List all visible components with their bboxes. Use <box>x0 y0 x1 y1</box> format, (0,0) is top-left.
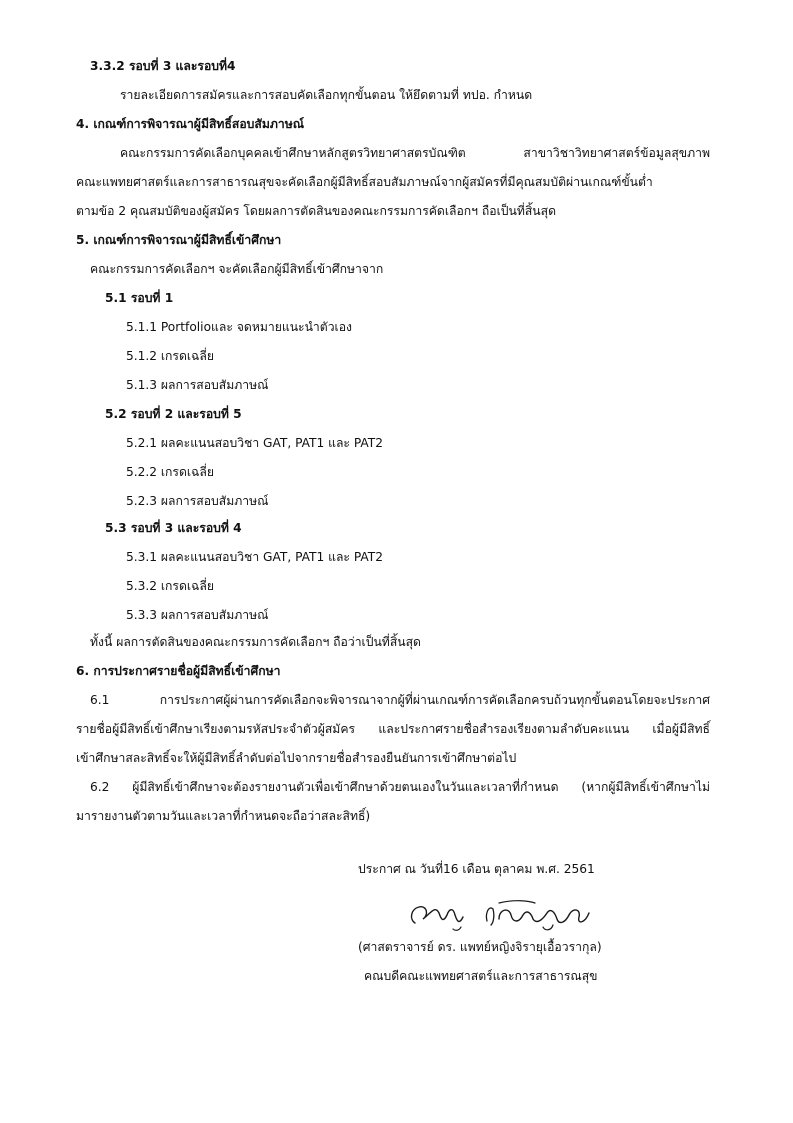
section-5-intro: คณะกรรมการคัดเลือกฯ จะคัดเลือกผู้มีสิทธิ์เข้าศึกษาจาก <box>90 262 384 276</box>
section-4-line-1: คณะกรรมการคัดเลือกบุคคลเข้าศึกษาหลักสูตรวิทยาศาสตรบัณฑิต สาขาวิชาวิทยาศาสตร์ข้อมูลสุขภาพ <box>120 146 710 160</box>
section-5-3-2: 5.3.2 เกรดเฉลี่ย <box>126 579 214 593</box>
section-5-1-1: 5.1.1 Portfolioและ จดหมายแนะนำตัวเอง <box>126 320 352 334</box>
section-6-2-line-1: 6.2 ผู้มีสิทธิ์เข้าศึกษาจะต้องรายงานตัวเพื่อเข้าศึกษาด้วยตนเองในวันและเวลาที่กำหนด (หากผู้มีสิทธิ์เข้าศึกษาไม่ <box>90 780 710 794</box>
section-5-3-1: 5.3.1 ผลคะแนนสอบวิชา GAT, PAT1 และ PAT2 <box>126 550 383 564</box>
section-5-3-heading: 5.3 รอบที่ 3 และรอบที่ 4 <box>105 521 242 535</box>
section-5-1-heading: 5.1 รอบที่ 1 <box>105 291 174 305</box>
handwritten-signature <box>395 893 605 933</box>
section-3-3-2-heading: 3.3.2 รอบที่ 3 และรอบที่4 <box>90 59 236 73</box>
section-5-2-heading: 5.2 รอบที่ 2 และรอบที่ 5 <box>105 407 242 421</box>
section-6-1-line-2: รายชื่อผู้มีสิทธิ์เข้าศึกษาเรียงตามรหัสประจำตัวผู้สมัคร และประกาศรายชื่อสำรองเรียงตามลำดับคะแนน เมื่อผู้มีสิทธิ์ <box>76 722 710 736</box>
section-5-3-3: 5.3.3 ผลการสอบสัมภาษณ์ <box>126 608 269 622</box>
section-3-3-2-body: รายละเอียดการสมัครและการสอบคัดเลือกทุกขั้นตอน ให้ยึดตามที่ ทปอ. กำหนด <box>120 88 533 102</box>
section-5-1-2: 5.1.2 เกรดเฉลี่ย <box>126 349 214 363</box>
section-6-1-line-1: 6.1 การประกาศผู้ผ่านการคัดเลือกจะพิจารณาจากผู้ที่ผ่านเกณฑ์การคัดเลือกครบถ้วนทุกขั้นตอนโดยจะประกาศ <box>90 693 710 707</box>
section-4-line-2: คณะแพทยศาสตร์และการสาธารณสุขจะคัดเลือกผู้มีสิทธิ์สอบสัมภาษณ์จากผู้สมัครที่มีคุณสมบัติผ่านเกณฑ์ขั้นต่ำ <box>76 175 653 189</box>
signatory-title: คณบดีคณะแพทยศาสตร์และการสาธารณสุข <box>364 969 598 983</box>
section-4-line-3: ตามข้อ 2 คุณสมบัติของผู้สมัคร โดยผลการตัดสินของคณะกรรมการคัดเลือกฯ ถือเป็นที่สิ้นสุด <box>76 204 556 218</box>
section-5-2-3: 5.2.3 ผลการสอบสัมภาษณ์ <box>126 494 269 508</box>
signatory-name: (ศาสตราจารย์ ดร. แพทย์หญิงจิรายุเอื้อวรากุล) <box>358 940 602 954</box>
section-5-1-3: 5.1.3 ผลการสอบสัมภาษณ์ <box>126 378 269 392</box>
announcement-date: ประกาศ ณ วันที่16 เดือน ตุลาคม พ.ศ. 2561 <box>358 862 595 876</box>
section-4-heading: 4. เกณฑ์การพิจารณาผู้มีสิทธิ์สอบสัมภาษณ์ <box>76 117 305 131</box>
section-6-1-line-3: เข้าศึกษาสละสิทธิ์จะให้ผู้มีสิทธิ์ลำดับต่อไปจากรายชื่อสำรองยืนยันการเข้าศึกษาต่อไป <box>76 751 517 765</box>
section-6-heading: 6. การประกาศรายชื่อผู้มีสิทธิ์เข้าศึกษา <box>76 664 281 678</box>
section-5-heading: 5. เกณฑ์การพิจารณาผู้มีสิทธิ์เข้าศึกษา <box>76 233 282 247</box>
section-5-2-1: 5.2.1 ผลคะแนนสอบวิชา GAT, PAT1 และ PAT2 <box>126 436 383 450</box>
section-5-closing: ทั้งนี้ ผลการตัดสินของคณะกรรมการคัดเลือกฯ ถือว่าเป็นที่สิ้นสุด <box>90 635 421 649</box>
section-5-2-2: 5.2.2 เกรดเฉลี่ย <box>126 465 214 479</box>
section-6-2-line-2: มารายงานตัวตามวันและเวลาที่กำหนดจะถือว่าสละสิทธิ์) <box>76 809 371 823</box>
